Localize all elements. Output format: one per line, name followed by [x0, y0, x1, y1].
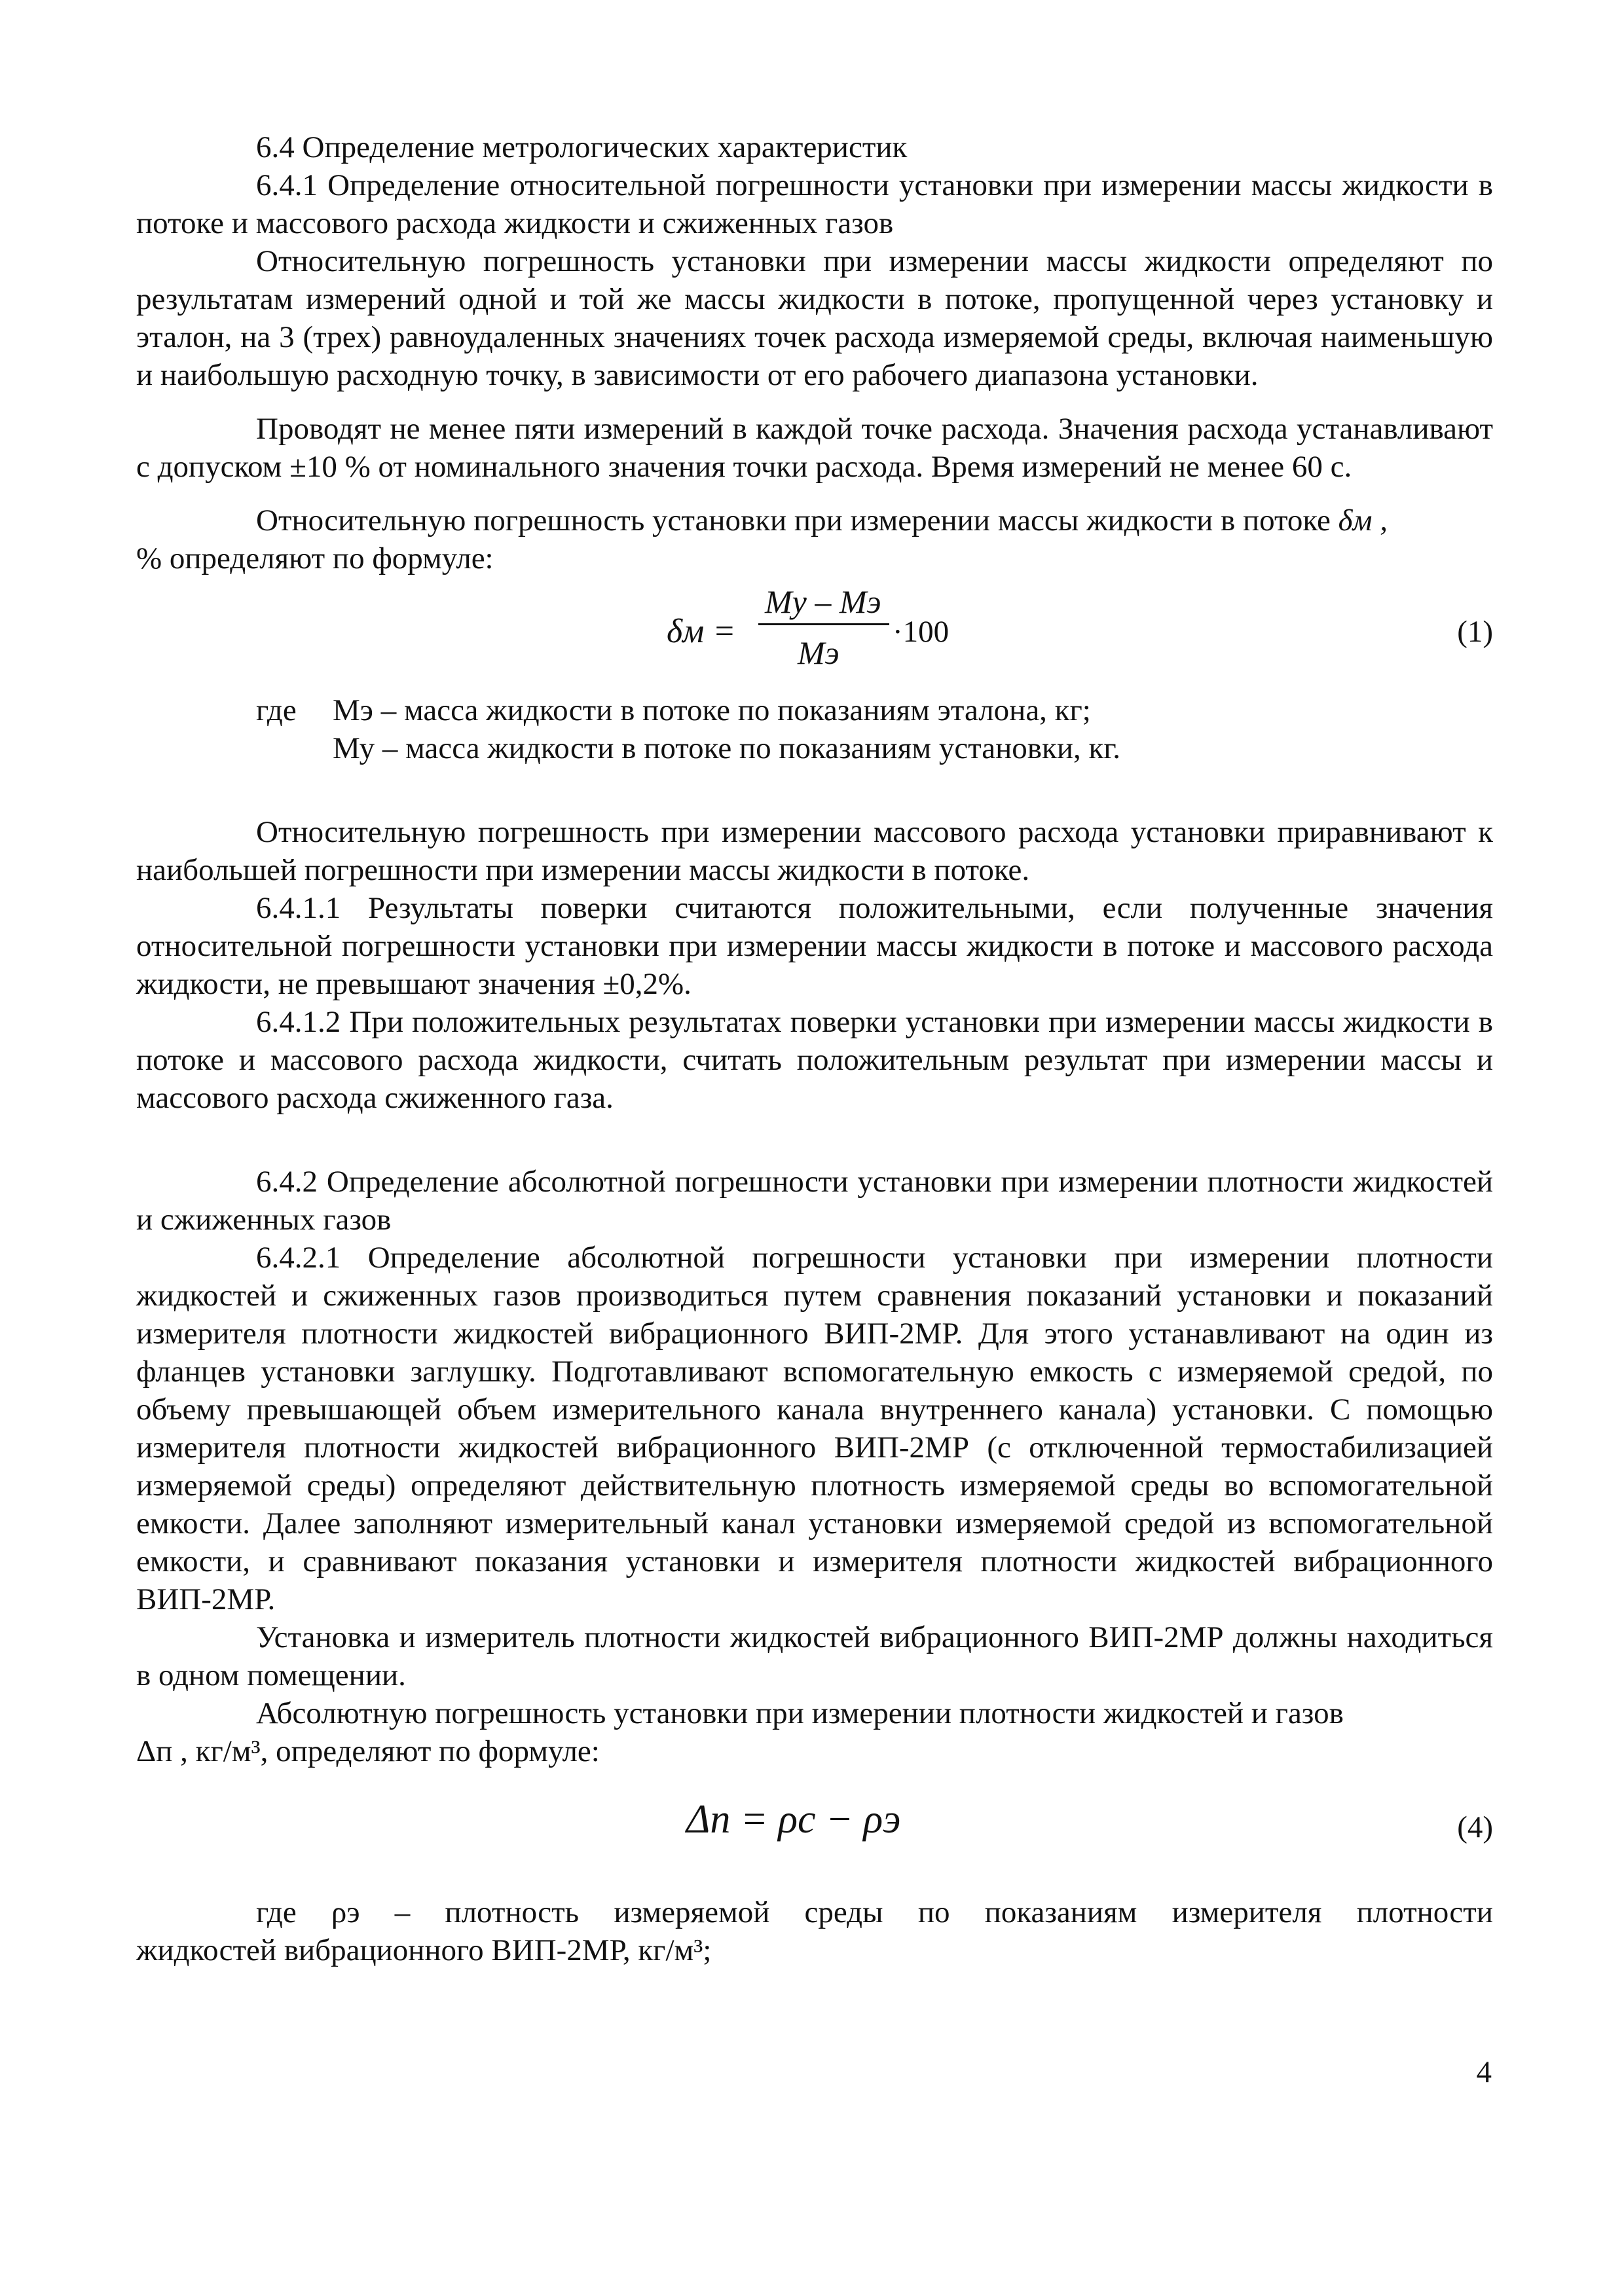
paragraph-same-room: Установка и измеритель плотности жидкостей вибрационного ВИП-2МР должны находиться в одном помещении.: [136, 1620, 1493, 1692]
formula-1-denominator: Мэ: [798, 634, 840, 671]
fraction-bar: [758, 623, 889, 625]
formula-intro-text: Относительную погрешность установки при измерении массы жидкости в потоке: [256, 503, 1331, 538]
paragraph-6-4-1-2: 6.4.1.2 При положительных результатах поверки установки при измерении массы жидкости в потоке и массового расхода жидкости, считать положительным результат при измерении массы и массового расхода сжиженного газа.: [136, 1005, 1493, 1115]
page-number: 4: [1476, 2055, 1492, 2089]
legend-mu: Му – масса жидкости в потоке по показаниям установки, кг.: [333, 731, 1121, 765]
legend-row: [136, 729, 1493, 767]
legend-row: [136, 691, 1493, 729]
paragraph-abs-error-intro: Абсолютную погрешность установки при измерении плотности жидкостей и газов: [256, 1696, 1344, 1730]
formula-1-number: (1): [1457, 615, 1493, 649]
paragraph-abs-error-tail: Δп , кг/м³, определяют по формуле:: [136, 1734, 600, 1768]
formula-1-lhs: δм =: [667, 613, 736, 650]
section-heading-6-4-1: 6.4.1 Определение относительной погрешности установки при измерении массы жидкости в потоке и массового расхода жидкости и сжиженных газов: [136, 168, 1493, 240]
formula-1-multiplier: ·100: [893, 615, 950, 649]
paragraph-method: Относительную погрешность установки при измерении массы жидкости определяют по результатам измерений одной и той же массы жидкости в потоке, пропущенной через установку и эталон, на 3 (трех) равноудаленных значениях точек расхода измеряемой среды, включая наименьшую и наибольшую расходную точку, в зависимости от его рабочего диапазона установки.: [136, 244, 1493, 392]
formula-4-expression: Δп = ρс − ρэ: [686, 1797, 901, 1842]
delta-m-symbol: δм ,: [1338, 503, 1388, 538]
formula-1: [136, 583, 1493, 681]
paragraph-measurements: Проводят не менее пяти измерений в каждой точке расхода. Значения расхода устанавливают с допуском ±10 % от номинального значения точки расхода. Время измерений не менее 60 с.: [136, 412, 1493, 484]
formula-1-expression: [667, 583, 950, 681]
legend-me: Мэ – масса жидкости в потоке по показаниям эталона, кг;: [333, 693, 1091, 727]
paragraph-flow-error: Относительную погрешность при измерении массового расхода установки приравнивают к наибольшей погрешности при измерении массы жидкости в потоке.: [136, 815, 1493, 887]
formula-4-legend-line2: жидкостей вибрационного ВИП-2МР, кг/м³;: [136, 1933, 712, 1967]
formula-4-number: (4): [1457, 1810, 1493, 1844]
paragraph-6-4-1-1: 6.4.1.1 Результаты поверки считаются положительными, если полученные значения относительной погрешности установки при измерении массы жидкости в потоке и массового расхода жидкости, не превышают значения ±0,2%.: [136, 891, 1493, 1001]
section-heading-6-4-2: 6.4.2 Определение абсолютной погрешности установки при измерении плотности жидкостей и сжиженных газов: [136, 1165, 1493, 1237]
document-page: [136, 128, 1493, 1969]
section-heading-6-4: 6.4 Определение метрологических характеристик: [256, 130, 908, 164]
formula-4-legend-line1: где ρэ – плотность измеряемой среды по показаниям измерителя плотности: [256, 1895, 1493, 1929]
legend-label: где: [256, 693, 297, 727]
paragraph-6-4-2-1: 6.4.2.1 Определение абсолютной погрешности установки при измерении плотности жидкостей и сжиженных газов производиться путем сравнения показаний установки и показаний измерителя плотности жидкостей вибрационного ВИП-2МР. Для этого устанавливают на один из фланцев установки заглушку. Подготавливают вспомогательную емкость с измеряемой средой, по объему превышающей объем измерительного канала внутреннего канала) установки. С помощью измерителя плотности жидкостей вибрационного ВИП-2МР (с отключенной термостабилизацией измеряемой среды) определяют действительную плотность измеряемой среды во вспомогательной емкости. Далее заполняют измерительный канал установки измеряемой средой из вспомогательной емкости, и сравнивают показания установки и измерителя плотности жидкостей вибрационного ВИП-2МР.: [136, 1241, 1493, 1616]
paragraph-formula-intro: [136, 501, 1493, 539]
formula-1-legend: [136, 691, 1493, 767]
formula-1-numerator: Му – Мэ: [765, 583, 881, 620]
formula-intro-tail: % определяют по формуле:: [136, 541, 494, 575]
formula-4: [136, 1789, 1493, 1861]
